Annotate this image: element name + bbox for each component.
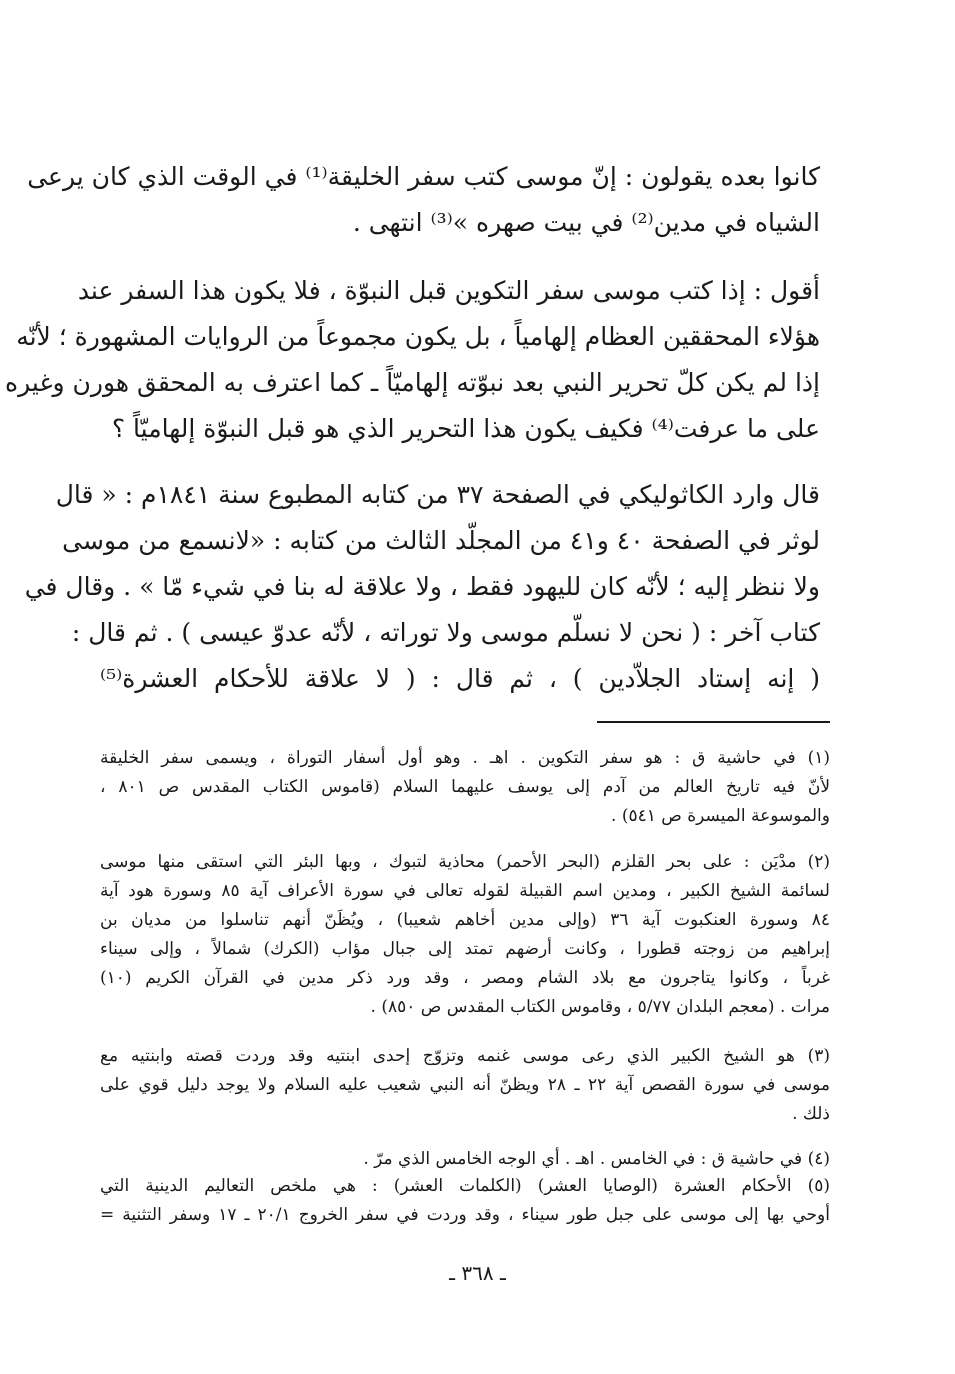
text-line: إذا لم يكن كلّ تحرير النبي بعد نبوّته إلهاميّاً ـ كما اعترف به المحقق هورن وغيره: [5, 368, 820, 397]
footnote-line: (٤) في حاشية ق : في الخامس . اهـ . أي الوجه الخامس الذي مرّ .: [363, 1149, 830, 1169]
footnote-1: [100, 744, 830, 831]
footnote-line: مرات . (معجم البلدان ٥/٧٧ ، وقاموس الكتاب المقدس ص ٨٥٠) .: [370, 997, 830, 1017]
text-line: هؤلاء المحققين العظام إلهامياً ، بل يكون مجموعاً من الروايات المشهورة ؛ لأنّه: [16, 322, 820, 351]
footnote-line: ذلك .: [792, 1104, 830, 1124]
text-line: قال وارد الكاثوليكي في الصفحة ٣٧ من كتابه المطبوع سنة ١٨٤١م : « قال: [55, 480, 820, 509]
text-line: ولا ننظر إليه ؛ لأنّه كان لليهود فقط ، ولا علاقة له بنا في شيء مّا » . وقال في: [24, 572, 820, 601]
footnote-2: [100, 848, 830, 1022]
footnote-line: (٢) مدْيَن : على بحر القلزم (البحر الأحمر) محاذية لتبوك ، وبها البئر التي استقى منها موسى: [100, 852, 830, 872]
footnote-line: ٨٤ وسورة العنكبوت آية ٣٦ (وإلى مدين أخاهم شعيبا) ، ويُظَنّ أنهم تناسلوا من مديان بن: [100, 910, 830, 930]
footnote-line: غرباً ، وكانوا يتاجرون مع بلاد الشام ومصر ، وقد ورد ذكر مدين في القرآن الكريم (١٠): [100, 968, 830, 988]
text-line: كانوا بعده يقولون : إنّ موسى كتب سفر الخليقة⁽¹⁾ في الوقت الذي كان يرعى: [27, 162, 820, 191]
paragraph-1: [27, 154, 820, 246]
paragraph-2: [5, 268, 820, 452]
footnote-5: [100, 1172, 830, 1230]
footnote-separator: [597, 721, 830, 723]
text-line: أقول : إذا كتب موسى سفر التكوين قبل النبوّة ، فلا يكون هذا السفر عند: [77, 276, 820, 305]
text-line: على ما عرفت⁽⁴⁾ فكيف يكون هذا التحرير الذي هو قبل النبوّة إلهاميّاً ؟: [111, 414, 820, 443]
footnote-line: لسائمة الشيخ الكبير ، ومدين اسم القبيلة لقوله تعالى في سورة الأعراف آية ٨٥ وسورة هود آية: [100, 881, 830, 901]
footnote-4: [100, 1145, 830, 1174]
footnote-3: [100, 1042, 830, 1129]
footnote-line: (١) في حاشية ق : هو سفر التكوين . اهـ . وهو أول أسفار التوراة ، ويسمى سفر الخليقة: [100, 748, 830, 768]
text-line: كتاب آخر : ( نحن لا نسلّم موسى ولا توراته ، لأنّه عدوّ عيسى ) . ثم قال :: [71, 618, 820, 647]
footnote-line: إبراهيم من زوجته قطورا ، وكانت أرضهم تمتد إلى جبال مؤاب (الكرك) شمالاً ، وإلى سيناء: [100, 939, 830, 959]
footnote-line: موسى في سورة القصص آية ٢٢ ـ ٢٨ ويظنّ أنه النبي شعيب عليه السلام ولا يوجد دليل قوي على: [100, 1075, 830, 1095]
footnote-line: لأنّ فيه تاريخ العالم من آدم إلى يوسف عليهما السلام (قاموس الكتاب المقدس ص ٨٠١ ،: [100, 777, 831, 797]
page-number: ـ ٣٦٨ ـ: [449, 1261, 506, 1285]
paragraph-3: [24, 472, 820, 702]
footnote-line: أوحي بها إلى موسى على جبل طور سيناء ، وقد وردت في سفر الخروج ٢٠/١ ـ ١٧ وسفر التثنية =: [100, 1205, 830, 1225]
footnote-line: والموسوعة الميسرة ص ٥٤١) .: [611, 806, 830, 826]
text-line: ( إنه إستاد الجلاّدين ) ، ثم قال : ( لا علاقة للأحكام العشرة⁽⁵⁾: [100, 664, 820, 693]
footnote-line: (٣) هو الشيخ الكبير الذي رعى موسى غنمه وتزوّج إحدى ابنتيه وقد وردت قصته وابنتيه مع: [100, 1046, 830, 1066]
footnote-line: (٥) الأحكام العشرة (الوصايا العشر) (الكلمات العشر) : هي ملخص التعاليم الدينية التي: [100, 1176, 830, 1196]
text-line: لوثر في الصفحة ٤٠ و٤١ من المجلّد الثالث من كتابه : «لانسمع من موسى: [62, 526, 820, 555]
text-line: الشياه في مدين⁽²⁾ في بيت صهره »⁽³⁾ انتهى .: [352, 208, 820, 237]
